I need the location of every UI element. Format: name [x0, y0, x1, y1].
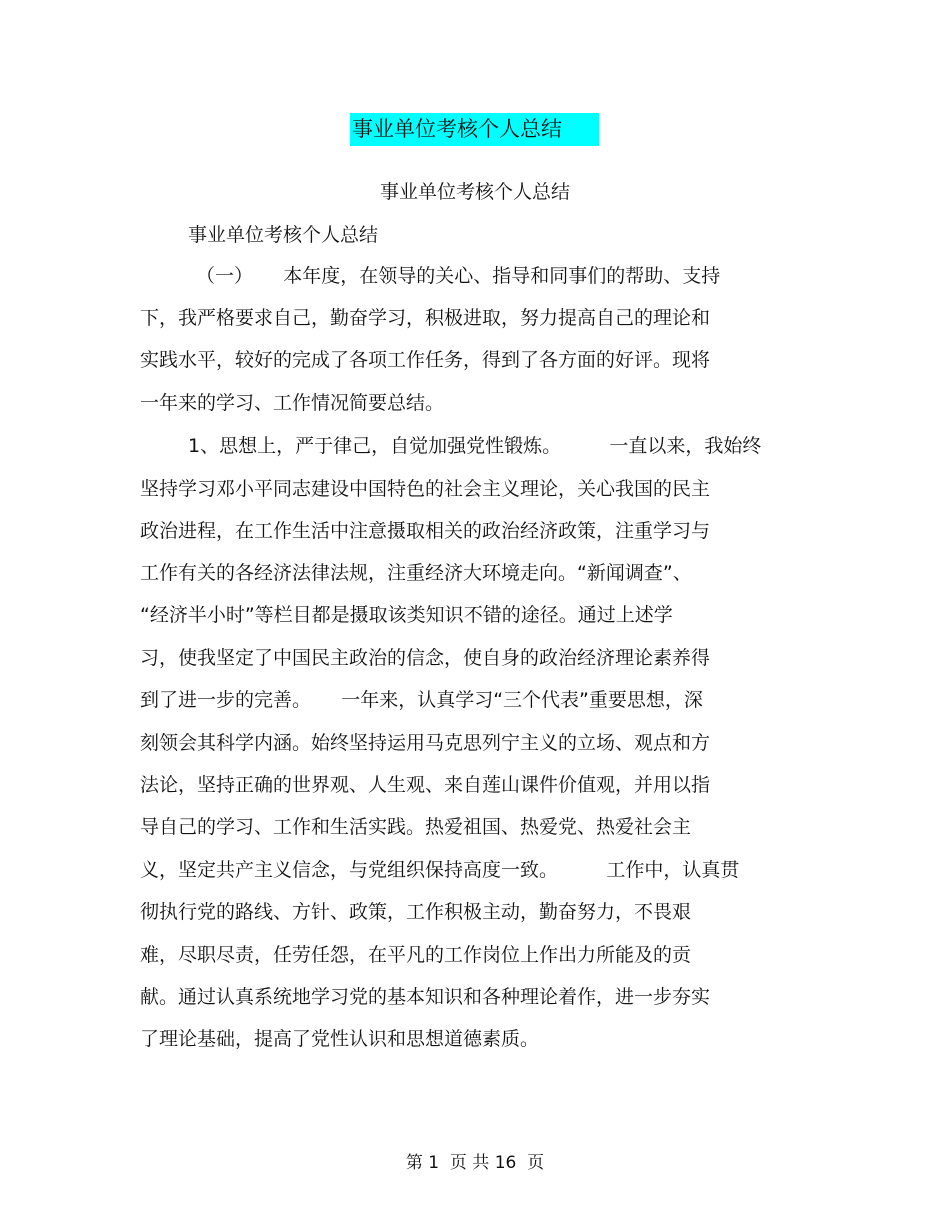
- body-line: 献。通过认真系统地学习党的基本知识和各种理论着作，进一步夯实: [140, 986, 711, 1008]
- document-subtitle: 事业单位考核个人总结: [379, 181, 570, 203]
- body-line: 一年来的学习、工作情况简要总结。: [140, 392, 445, 414]
- body-line: 到了进一步的完善。 一年来，认真学习“三个代表”重要思想，深: [140, 689, 703, 711]
- body-line: 习，使我坚定了中国民主政治的信念，使自身的政治经济理论素养得: [140, 647, 711, 669]
- intro-heading-line: 事业单位考核个人总结: [188, 224, 379, 246]
- body-line: 工作有关的各经济法律法规，注重经济大环境走向。“新闻调查”、: [140, 562, 692, 584]
- body-line: 难，尽职尽责，任劳任怨，在平凡的工作岗位上作出力所能及的贡: [140, 944, 692, 966]
- body-line: 义，坚定共产主义信念，与党组织保持高度一致。 工作中，认真贯: [140, 859, 740, 881]
- document-title-highlighted: 事业单位考核个人总结: [350, 113, 599, 146]
- page-number-footer: 第 1 页 共 16 页: [405, 1153, 545, 1173]
- body-line: 下，我严格要求自己，勤奋学习，积极进取，努力提高自己的理论和: [140, 307, 711, 329]
- body-line: 导自己的学习、工作和生活实践。热爱祖国、热爱党、热爱社会主: [140, 816, 692, 838]
- body-line: 坚持学习邓小平同志建设中国特色的社会主义理论，关心我国的民主: [140, 478, 711, 500]
- body-line: 法论，坚持正确的世界观、人生观、来自莲山课件价值观，并用以指: [140, 774, 711, 796]
- body-line: 刻领会其科学内涵。始终坚持运用马克思列宁主义的立场、观点和方: [140, 732, 711, 754]
- body-line: “经济半小时”等栏目都是摄取该类知识不错的途径。通过上述学: [140, 604, 673, 626]
- body-line: 了理论基础，提高了党性认识和思想道德素质。: [140, 1028, 540, 1050]
- body-line: 政治进程，在工作生活中注意摄取相关的政治经济政策，注重学习与: [140, 520, 711, 542]
- body-line: 实践水平，较好的完成了各项工作任务，得到了各方面的好评。现将: [140, 349, 711, 371]
- body-line: （一） 本年度，在领导的关心、指导和同事们的帮助、支持: [196, 265, 721, 287]
- section-heading-line: 1、思想上，严于律己，自觉加强党性锻炼。 一直以来，我始终: [188, 435, 762, 457]
- body-line: 彻执行党的路线、方针、政策，工作积极主动，勤奋努力，不畏艰: [140, 901, 692, 923]
